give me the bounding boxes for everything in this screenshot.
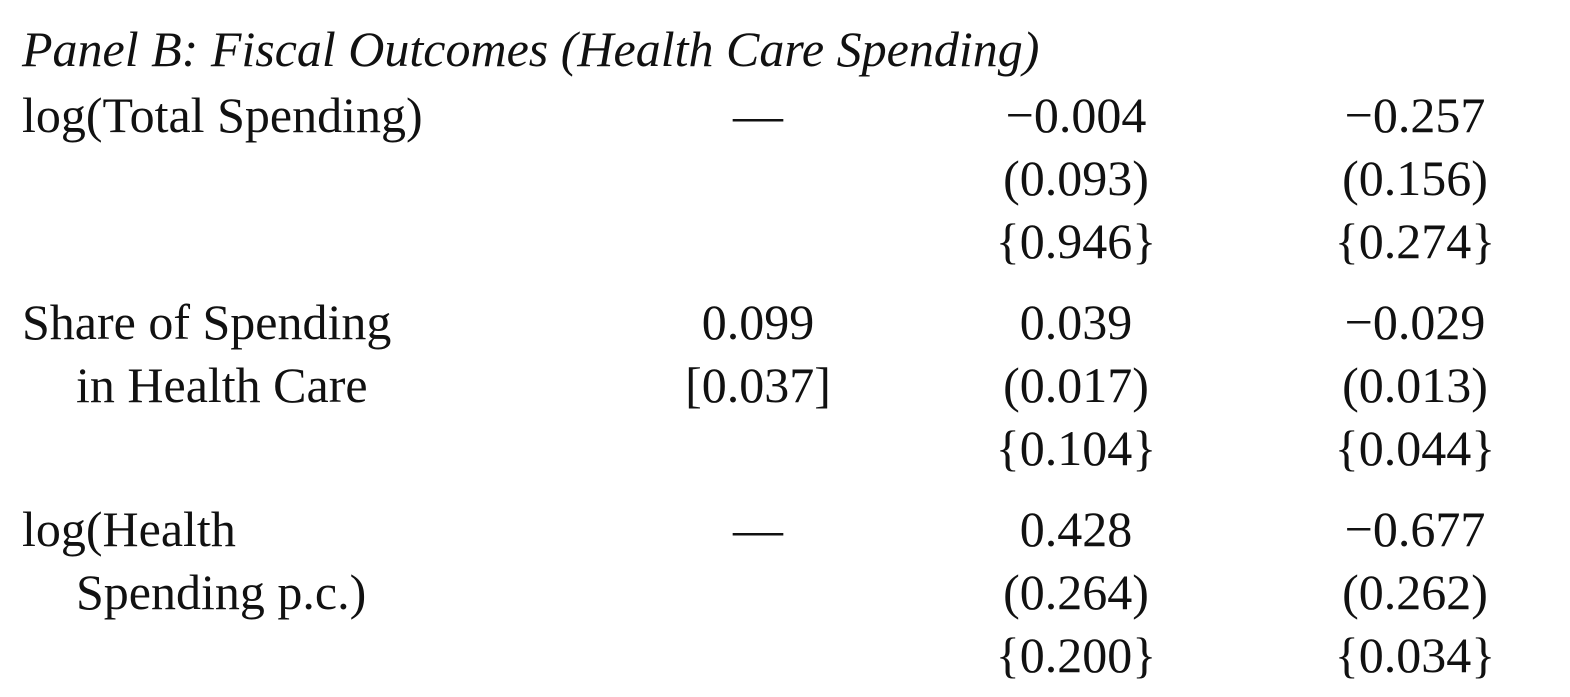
panel-title: Panel B: Fiscal Outcomes (Health Care Spending) — [22, 21, 1040, 77]
p-value: {0.274} — [1334, 213, 1496, 269]
row-label: Share of Spending — [22, 294, 392, 350]
coefficient: −0.677 — [1344, 501, 1486, 557]
coefficient: 0.428 — [1019, 501, 1133, 557]
coefficient: −0.257 — [1344, 87, 1486, 143]
coefficient: −0.004 — [1005, 87, 1147, 143]
table-cell: — — [733, 501, 783, 557]
row-label-continuation: Spending p.c.) — [76, 564, 367, 620]
standard-error: (0.093) — [1003, 150, 1149, 206]
standard-error: (0.264) — [1003, 564, 1149, 620]
standard-error: (0.262) — [1342, 564, 1488, 620]
standard-error: (0.156) — [1342, 150, 1488, 206]
p-value: {0.946} — [995, 213, 1157, 269]
coefficient: 0.039 — [1019, 294, 1133, 350]
standard-error: (0.013) — [1342, 357, 1488, 413]
row-label: log(Total Spending) — [22, 87, 423, 143]
row-label-continuation: in Health Care — [76, 357, 368, 413]
p-value: {0.104} — [995, 420, 1157, 476]
row-label: log(Health — [22, 501, 236, 557]
table-cell: [0.037] — [685, 357, 831, 413]
table-cell: 0.099 — [701, 294, 815, 350]
p-value: {0.200} — [995, 627, 1157, 683]
coefficient: −0.029 — [1344, 294, 1486, 350]
standard-error: (0.017) — [1003, 357, 1149, 413]
p-value: {0.044} — [1334, 420, 1496, 476]
table-cell: — — [733, 87, 783, 143]
p-value: {0.034} — [1334, 627, 1496, 683]
